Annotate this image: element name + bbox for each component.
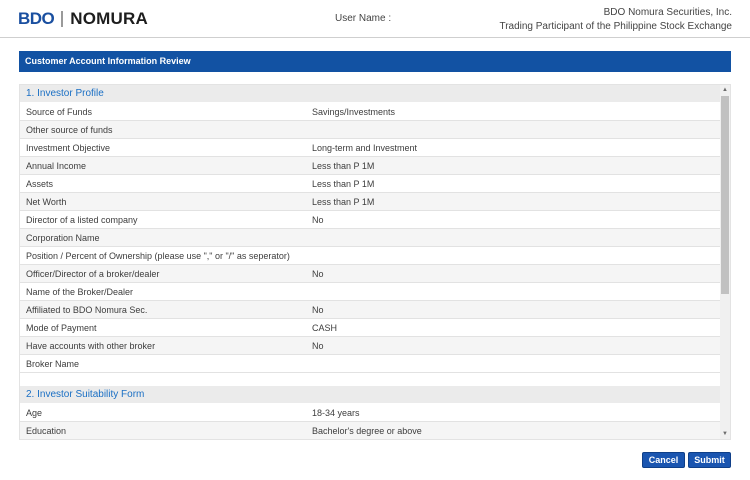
logo-nomura-text: NOMURA [70, 9, 148, 28]
row-label: Position / Percent of Ownership (please use "," or "/" as seperator) [26, 251, 290, 261]
review-content [20, 85, 721, 440]
row-label: Age [26, 408, 43, 418]
row-value: No [312, 305, 324, 315]
row-value: Less than P 1M [312, 197, 375, 207]
cancel-button[interactable]: Cancel [642, 452, 685, 468]
row-value [312, 121, 721, 138]
section-gap [20, 373, 721, 386]
table-row [20, 229, 721, 247]
row-value [312, 355, 721, 372]
section-heading: 1. Investor Profile [20, 85, 721, 103]
table-row [20, 193, 721, 211]
row-value: Less than P 1M [312, 179, 375, 189]
review-scroll-area[interactable] [19, 84, 731, 440]
table-row [20, 337, 721, 355]
row-label: Corporation Name [26, 233, 100, 243]
row-value: Savings/Investments [312, 107, 396, 117]
row-label: Net Worth [26, 197, 67, 207]
row-value: Long-term and Investment [312, 143, 418, 153]
logo-divider [61, 11, 63, 27]
submit-button[interactable]: Submit [688, 452, 731, 468]
user-name-label: User Name : [335, 13, 392, 24]
row-value: Less than P 1M [312, 161, 375, 171]
table-row [20, 139, 721, 157]
panel-title: Customer Account Information Review [19, 51, 731, 72]
scroll-down-icon[interactable]: ▼ [722, 431, 728, 437]
row-label: Mode of Payment [26, 323, 97, 333]
row-value: No [312, 215, 324, 225]
scroll-thumb[interactable] [721, 96, 729, 294]
row-label: Director of a listed company [26, 215, 138, 225]
table-row [20, 121, 721, 139]
row-label: Broker Name [26, 359, 80, 369]
table-row [20, 422, 721, 440]
table-row [20, 283, 721, 301]
vertical-scrollbar[interactable] [720, 85, 730, 439]
logo-bdo-text: BDO [18, 9, 55, 28]
table-row [20, 265, 721, 283]
row-value [312, 247, 721, 264]
company-info [499, 6, 732, 34]
row-value [312, 229, 721, 246]
table-row [20, 175, 721, 193]
row-value: No [312, 341, 324, 351]
table-row [20, 103, 721, 121]
row-value: CASH [312, 323, 338, 333]
company-tagline: Trading Participant of the Philippine Stock Exchange [499, 21, 732, 32]
row-value: No [312, 269, 324, 279]
scroll-up-icon[interactable]: ▲ [722, 87, 728, 93]
row-label: Source of Funds [26, 107, 93, 117]
row-label: Affiliated to BDO Nomura Sec. [26, 305, 148, 315]
table-row [20, 247, 721, 265]
row-label: Education [26, 426, 67, 436]
table-row [20, 301, 721, 319]
table-row [20, 355, 721, 373]
row-label: Assets [26, 179, 54, 189]
row-label: Have accounts with other broker [26, 341, 156, 351]
row-label: Name of the Broker/Dealer [26, 287, 134, 297]
table-row [20, 211, 721, 229]
page-header [0, 0, 750, 38]
row-label: Other source of funds [26, 125, 113, 135]
row-label: Investment Objective [26, 143, 111, 153]
row-value [312, 283, 721, 300]
table-row [20, 157, 721, 175]
company-name: BDO Nomura Securities, Inc. [603, 7, 732, 18]
row-label: Annual Income [26, 161, 87, 171]
row-label: Officer/Director of a broker/dealer [26, 269, 160, 279]
table-row [20, 404, 721, 422]
row-value: 18-34 years [312, 408, 360, 418]
row-value: Bachelor's degree or above [312, 426, 422, 436]
table-row [20, 319, 721, 337]
section-heading: 2. Investor Suitability Form [20, 386, 721, 404]
bdo-nomura-logo [18, 10, 148, 28]
